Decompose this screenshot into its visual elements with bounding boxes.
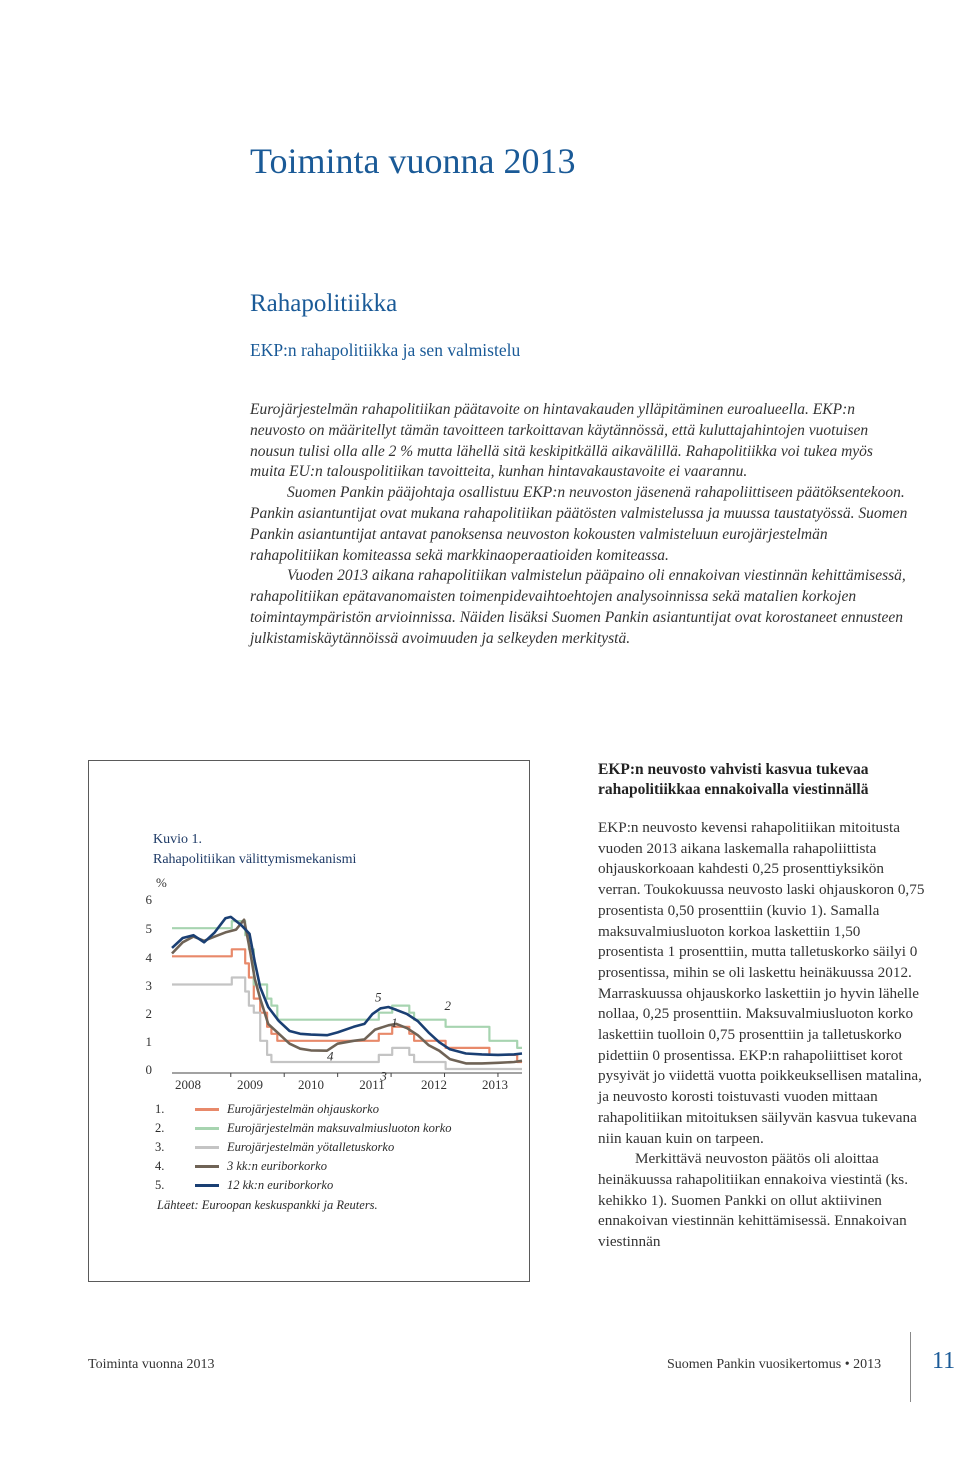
x-tick-label: 2008: [175, 1077, 201, 1092]
series-line-1: [172, 949, 522, 1062]
y-tick-label: 4: [145, 950, 152, 965]
subsection-title: EKP:n rahapolitiikka ja sen valmistelu: [250, 340, 521, 360]
figure-sources: Lähteet: Euroopan keskuspankki ja Reuters.: [157, 1198, 378, 1212]
series-line-3: [172, 978, 522, 1070]
series-number-label: 3: [380, 1068, 387, 1084]
legend-item: [155, 1102, 379, 1117]
right-heading: EKP:n neuvosto vahvisti kasvua tukevaa rahapolitiikkaa ennakoivalla viestinnällä: [598, 761, 869, 798]
series-number-label: 5: [375, 989, 382, 1005]
right-paragraph: Merkittävä neuvoston päätös oli aloittaa heinäkuussa rahapolitiikan ennakoiva viestintä (ks. kehikko 1). Suomen Pankki on ollut aktiivinen ennakoivan viestinnän kehittämisessä. Ennakoivan viestinnän: [598, 1150, 908, 1251]
series-number-label: 4: [326, 1048, 334, 1064]
right-column-text: [598, 818, 928, 1253]
footer-divider: [910, 1332, 911, 1402]
footer-right: Suomen Pankin vuosikertomus • 2013: [667, 1357, 882, 1372]
legend-item: [155, 1121, 452, 1136]
intro-paragraph: Eurojärjestelmän rahapolitiikan päätavoite on hintavakauden ylläpitäminen euroalueella. EKP:n neuvosto on määritellyt tämän tavoitteen tarkoittavan käytännössä, että kuluttajahintojen vuotuisen nousun tulisi olla alle 2 % mutta lähellä sitä keskipitkällä aikavälillä. Rahapolitiikka voi tukea myös muita EU:n talouspolitiikan tavoitteita, kunhan hintavakaustavoite ei vaarannu.: [250, 401, 873, 481]
x-tick-label: 2012: [421, 1077, 447, 1092]
legend-number: 2.: [155, 1121, 165, 1135]
x-tick-label: 2011: [359, 1077, 385, 1092]
y-tick-label: 2: [145, 1006, 152, 1021]
right-paragraph: EKP:n neuvosto kevensi rahapolitiikan mitoitusta vuoden 2013 aikana laskemalla rahapoliittista ohjauskorkoaan kahdesti 0,25 prosenttiyksikön verran. Toukokuussa neuvosto laski ohjauskoron 0,75 prosentista 0,50 prosenttiin (kuvio 1). Samalla maksuvalmiusluoton korkoa laskettiin 1,50 prosentista 1 prosenttiin, mutta talletuskorko säilyi 0 prosentissa, mihin se oli laskettu heinäkuussa 2012. Marraskuussa ohjauskorko laskettiin jo hyvin lähelle nollaa, 0,25 prosenttiin. Maksuvalmiusluoton korko laskettiin tuolloin 0,75 prosenttiin ja talletuskorko pidettiin 0 prosentissa. EKP:n rahapoliittiset korot pysyivät jo viidettä vuotta poikkeuksellisen matalina, ja neuvosto korosti toistuvasti vuoden mittaan rahapolitiikan mitoituksen säilyvän kasvua tukevana niin kauan kuin on tarpeen.: [598, 819, 925, 1147]
series-number-label: 2: [444, 997, 452, 1013]
chapter-title: Toiminta vuonna 2013: [250, 141, 576, 181]
legend-label: Eurojärjestelmän ohjauskorko: [227, 1102, 379, 1116]
y-tick-label: 0: [145, 1062, 152, 1077]
legend-number: 5.: [155, 1178, 165, 1192]
figure-label: Kuvio 1.: [153, 832, 202, 847]
legend-swatch: [195, 1146, 219, 1149]
legend-swatch: [195, 1165, 219, 1168]
section-title: Rahapolitiikka: [250, 290, 398, 317]
legend-swatch: [195, 1184, 219, 1187]
legend-number: 3.: [155, 1140, 165, 1154]
series-number-label: 1: [391, 1014, 398, 1030]
legend-swatch: [195, 1127, 219, 1130]
figure-unit: %: [156, 875, 167, 890]
figure-title: Rahapolitiikan välittymismekanismi: [153, 852, 357, 867]
intro-paragraph: Suomen Pankin pääjohtaja osallistuu EKP:n neuvoston jäsenenä rahapoliittiseen päätöksentekoon. Pankin asiantuntijat ovat mukana rahapolitiikan päätösten valmistelussa ja muussa taustatyössä. Suomen Pankin asiantuntijat antavat panoksensa neuvoston kokousten valmisteluun eurojärjestelmän rahapolitiikan komiteassa sekä markkinaoperaatioiden komiteassa.: [250, 484, 908, 564]
y-tick-label: 6: [145, 892, 152, 907]
series-line-5: [172, 917, 522, 1055]
series-line-4: [172, 920, 522, 1064]
legend-item: [155, 1178, 333, 1193]
x-tick-label: 2010: [298, 1077, 324, 1092]
legend-item: [155, 1140, 394, 1155]
legend-item: [155, 1159, 327, 1174]
x-tick-label: 2009: [237, 1077, 263, 1092]
legend-label: Eurojärjestelmän yötalletuskorko: [227, 1140, 395, 1154]
y-tick-label: 1: [145, 1034, 152, 1049]
legend-number: 1.: [155, 1102, 165, 1116]
x-tick-label: 2013: [482, 1077, 508, 1092]
legend-label: 3 kk:n euriborkorko: [227, 1159, 327, 1173]
intro-paragraph: Vuoden 2013 aikana rahapolitiikan valmistelun pääpaino oli ennakoivan viestinnän kehittämisessä, rahapolitiikan epätavanomaisten toimenpidevaihtoehtojen analysoinnissa sekä matalien korkojen toimintaympäristön arvioinnissa. Näiden lisäksi Suomen Pankin asiantuntijat ovat korostaneet ennusteen julkistamiskäytännöissä avoimuuden ja selkeyden merkitystä.: [250, 567, 906, 647]
legend-label: 12 kk:n euriborkorko: [227, 1178, 334, 1192]
y-tick-label: 3: [145, 978, 152, 993]
page-number: 11: [932, 1348, 956, 1374]
footer-left: Toiminta vuonna 2013: [88, 1357, 215, 1372]
legend-label: Eurojärjestelmän maksuvalmiusluoton korko: [227, 1121, 452, 1135]
legend-number: 4.: [155, 1159, 165, 1173]
y-tick-label: 5: [145, 921, 152, 936]
legend-swatch: [195, 1108, 219, 1111]
